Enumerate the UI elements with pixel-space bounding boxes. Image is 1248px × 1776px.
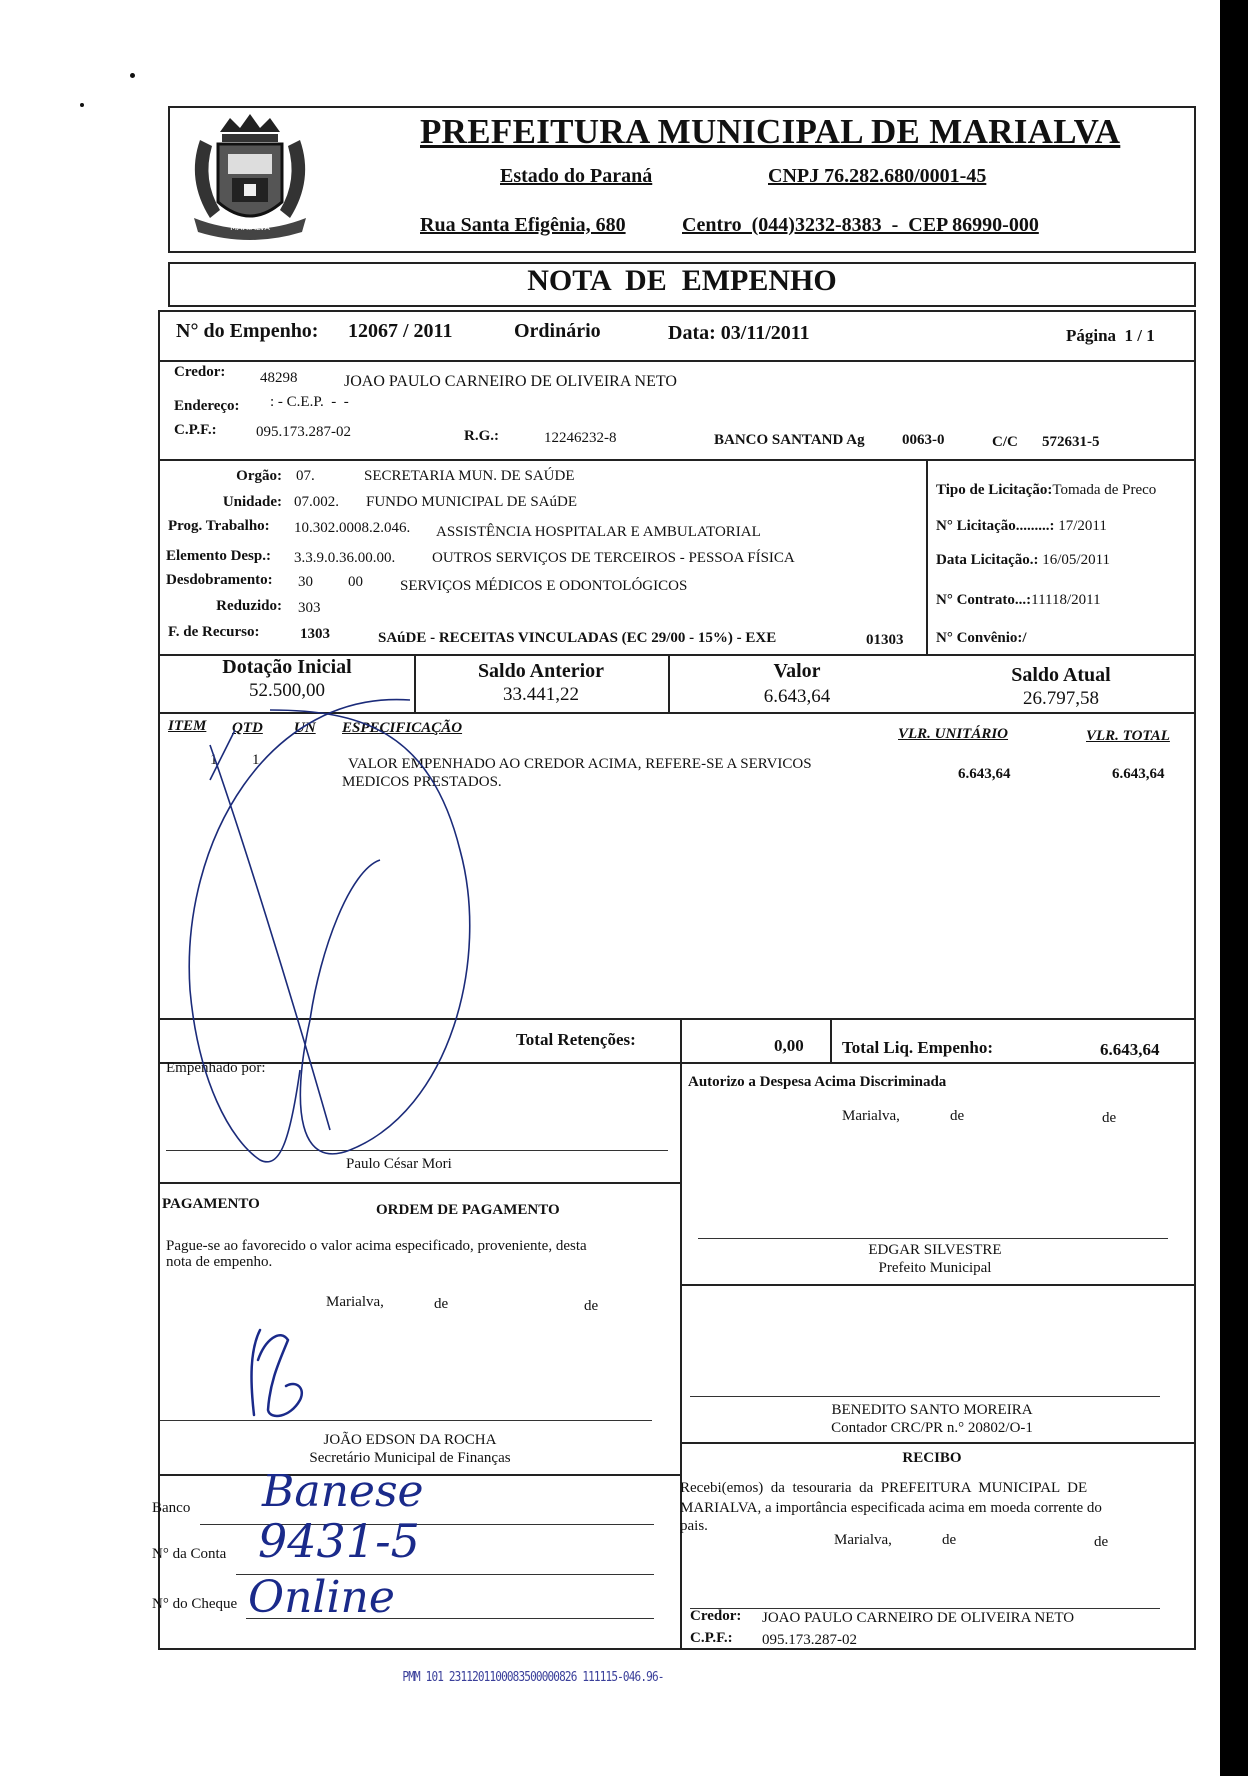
footer-cpf-value: 095.173.287-02 [762,1632,857,1648]
secretario-role: Secretário Municipal de Finanças [309,1450,511,1466]
recibo-text-3: pais. [680,1518,708,1534]
desdobramento-sub: 00 [348,574,363,590]
contador-name: BENEDITO SANTO MOREIRA [831,1402,1033,1418]
col-vlr-total: VLR. TOTAL [1086,728,1170,744]
pagamento-city: Marialva, [326,1294,384,1310]
state-label: Estado do Paraná [500,165,653,187]
empenho-date: Data: 03/11/2011 [668,322,810,344]
divider [830,1018,832,1064]
unidade-label: Unidade: [222,494,282,510]
divider [680,1018,682,1064]
divider [158,360,1196,362]
ordem-pagamento-label: ORDEM DE PAGAMENTO [376,1202,560,1218]
saldo-atual-value: 26.797,58 [1023,688,1099,709]
contador-role: Contador CRC/PR n.° 20802/O-1 [831,1420,1033,1436]
valor-label: Valor [773,660,821,682]
dotacao-label: Dotação Inicial [222,656,352,678]
total-liq-value: 6.643,64 [1100,1040,1160,1059]
col-un: UN [294,720,316,736]
divider [680,1062,682,1650]
autorizo-de1: de [950,1108,965,1124]
pagamento-text-1: Pague-se ao favorecido o valor acima especificado, proveniente, desta [166,1238,587,1254]
cc-value: 572631-5 [1042,434,1100,450]
bank-agency: 0063-0 [902,432,945,448]
bank-name: BANCO SANTAND Ag [714,432,865,448]
tipo-licitacao-label: Tipo de Licitação:Tomada de Preco [936,482,1157,498]
footer-credor-label: Credor: [690,1608,742,1624]
empenho-number: 12067 / 2011 [348,320,453,342]
address-label: Rua Santa Efigênia, 680 [420,214,626,236]
row-spec-line1: VALOR EMPENHADO AO CREDOR ACIMA, REFERE-SE A SERVICOS [348,756,812,772]
orgao-label: Orgão: [236,468,282,484]
desdobramento-label: Desdobramento: [166,572,273,588]
bottom-stamp: PMM 101 2311201100083500000826 111115-046.96- [402,1670,664,1685]
recibo-city: Marialva, [834,1532,892,1548]
elemento-code: 3.3.9.0.36.00.00. [294,550,396,566]
total-retencoes-label: Total Retenções: [516,1030,636,1049]
pagamento-de2: de [584,1298,599,1314]
empenhado-por-label: Empenhado por: [166,1060,266,1076]
num-licitacao-label: N° Licitação.........: 17/2011 [936,518,1107,534]
footer-credor-name: JOAO PAULO CARNEIRO DE OLIVEIRA NETO [762,1610,1075,1626]
row-total-value: 6.643,64 [1112,766,1165,782]
scan-edge [1220,0,1248,1776]
footer-cpf-label: C.P.F.: [690,1630,733,1646]
divider [926,459,928,656]
conta-label: N° da Conta [152,1546,227,1562]
col-item: ITEM [168,718,207,734]
saldo-atual-label: Saldo Atual [1011,664,1111,686]
cheque-handwritten: Online [248,1572,395,1623]
saldo-anterior-label: Saldo Anterior [477,660,605,682]
page-indicator: Página 1 / 1 [1066,326,1155,345]
divider [158,459,1196,461]
elemento-name: OUTROS SERVIÇOS DE TERCEIROS - PESSOA FÍSICA [432,550,795,566]
recibo-de1: de [942,1532,957,1548]
municipality-title: PREFEITURA MUNICIPAL DE MARIALVA [420,112,1121,151]
signature-secretario [230,1320,340,1430]
recurso-label: F. de Recurso: [168,624,260,640]
recibo-de2: de [1094,1534,1109,1550]
recurso-number: 01303 [866,632,904,648]
coat-of-arms-logo [180,110,320,245]
contact-label: Centro (044)3232-8383 - CEP 86990-000 [682,214,1039,236]
address-value: : - C.E.P. - - [270,394,349,410]
recibo-text-1: Recebi(emos) da tesouraria da PREFEITURA MUNICIPAL DE [680,1480,1088,1496]
row-unit-value: 6.643,64 [958,766,1011,782]
conta-handwritten: 9431-5 [258,1514,420,1568]
signature-line [690,1608,1160,1609]
elemento-label: Elemento Desp.: [166,548,271,564]
recibo-label: RECIBO [902,1450,962,1466]
col-qtd: QTD [232,720,263,736]
autorizo-de2: de [1102,1110,1117,1126]
address-field-label: Endereço: [174,398,240,414]
empenho-number-label: N° do Empenho: [176,320,319,342]
empenho-type: Ordinário [514,320,601,342]
orgao-code: 07. [296,468,315,484]
rg-value: 12246232-8 [544,430,617,446]
dotacao-value: 52.500,00 [249,680,325,701]
desdobramento-code: 30 [298,574,313,590]
saldo-anterior-value: 33.441,22 [503,684,579,705]
rg-label: R.G.: [464,428,499,444]
total-liq-label: Total Liq. Empenho: [842,1038,993,1057]
svg-text:MARIALVA: MARIALVA [230,223,270,232]
banco-handwritten: Banese [262,1466,424,1517]
valor-value: 6.643,64 [763,686,831,707]
scan-dot [130,73,135,78]
credor-name: JOAO PAULO CARNEIRO DE OLIVEIRA NETO [344,373,677,390]
prefeito-name: EDGAR SILVESTRE [868,1242,1002,1258]
signature-empenhado [150,690,520,1180]
unidade-name: FUNDO MUNICIPAL DE SAúDE [366,494,577,510]
signature-line [690,1396,1160,1397]
total-retencoes-value: 0,00 [774,1036,804,1055]
recurso-name: SAúDE - RECEITAS VINCULADAS (EC 29/00 - 15%) - EXE [378,630,777,646]
scan-dot [80,103,84,107]
divider [680,1284,1196,1286]
doc-title: NOTA DE EMPENHO [527,264,837,297]
divider [680,1442,1196,1444]
cheque-label: N° do Cheque [152,1596,238,1612]
row-spec-line2: MEDICOS PRESTADOS. [342,774,502,790]
divider [158,1182,682,1184]
cc-label: C/C [992,434,1018,450]
reduzido-value: 303 [298,600,321,616]
autorizo-label: Autorizo a Despesa Acima Discriminada [688,1074,947,1090]
col-vlr-unitario: VLR. UNITÁRIO [898,726,1009,742]
credor-code: 48298 [260,370,298,386]
pagamento-de1: de [434,1296,449,1312]
pagamento-text-2: nota de empenho. [166,1254,273,1270]
recurso-code: 1303 [300,626,330,642]
row-qtd: 1 [252,752,260,768]
banco-label: Banco [152,1500,191,1516]
autorizo-city: Marialva, [842,1108,900,1124]
cnpj-label: CNPJ 76.282.680/0001-45 [768,165,987,187]
prefeito-role: Prefeito Municipal [878,1260,992,1276]
unidade-code: 07.002. [294,494,339,510]
cpf-value: 095.173.287-02 [256,424,351,440]
cpf-label: C.P.F.: [174,422,217,438]
prog-code: 10.302.0008.2.046. [294,520,411,536]
desdobramento-name: SERVIÇOS MÉDICOS E ODONTOLÓGICOS [400,578,688,594]
prog-name: ASSISTÊNCIA HOSPITALAR E AMBULATORIAL [436,524,761,540]
orgao-name: SECRETARIA MUN. DE SAÚDE [364,468,575,484]
reduzido-label: Reduzido: [216,598,282,614]
recibo-text-2: MARIALVA, a importância especificada acima em moeda corrente do [680,1500,1102,1516]
convenio-label: N° Convênio:/ [936,630,1027,646]
row-item: 1 [210,752,218,768]
secretario-name: JOÃO EDSON DA ROCHA [323,1432,497,1448]
prog-label: Prog. Trabalho: [168,518,270,534]
col-especificacao: ESPECIFICAÇÃO [342,720,463,736]
contrato-label: N° Contrato...:11118/2011 [936,592,1101,608]
data-licitacao-label: Data Licitação.: 16/05/2011 [936,552,1111,568]
pagamento-label: PAGAMENTO [162,1196,260,1212]
credor-label: Credor: [174,364,226,380]
signature-line [698,1238,1168,1239]
empenhado-name: Paulo César Mori [346,1156,452,1172]
